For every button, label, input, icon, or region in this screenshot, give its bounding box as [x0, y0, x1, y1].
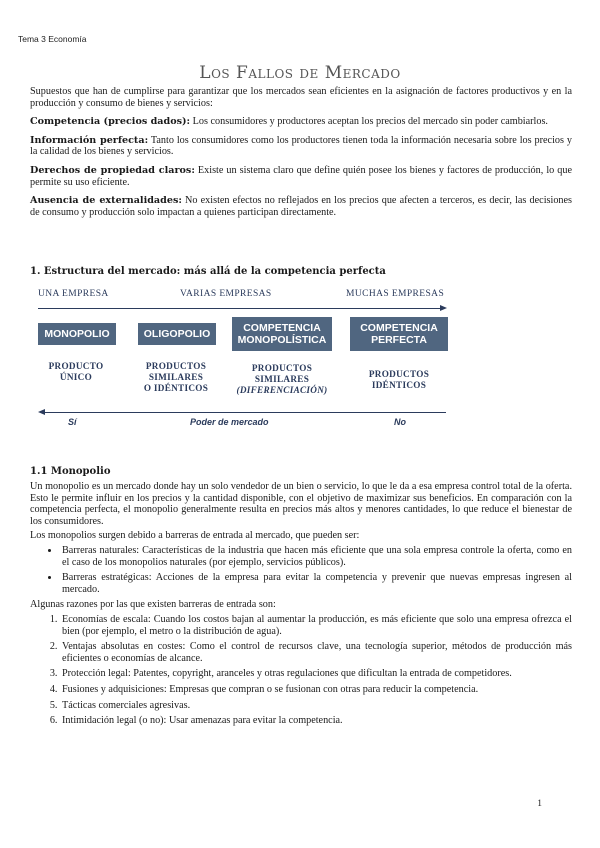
assumption-text: No existen efectos no reflejados en los precios que afecten a terceros, es decir, las decisiones de consumo y producción solo impactan a quienes participan directamente.: [30, 195, 572, 218]
list-item: • Barreras naturales: Características de la industria que hacen más eficiente que una sola empresa controle la oferta, como en el caso de los monopolios naturales (por ejemplo, servicios públicos).: [60, 545, 572, 568]
market-structure-diagram: [30, 285, 570, 435]
page-title: Los Fallos de Mercado: [199, 63, 401, 84]
desc-line: O IDÉNTICOS: [143, 383, 209, 393]
market-power-no: No: [394, 417, 406, 427]
assumption-term: Derechos de propiedad claros:: [30, 164, 195, 176]
list-item: 5. Tácticas comerciales agresivas.: [60, 700, 572, 712]
desc-line: ÚNICO: [59, 372, 93, 382]
firms-arrow-line: [38, 308, 442, 309]
box-label-line2: PERFECTA: [371, 334, 427, 346]
barriers-intro: Los monopolios surgen debido a barreras de entrada al mercado, que pueden ser:: [30, 530, 360, 542]
box-competencia-perfecta: [350, 317, 448, 351]
box-label: MONOPOLIO: [44, 328, 110, 340]
barriers-list: [30, 545, 572, 595]
desc-competencia-monopolistica: [226, 363, 338, 396]
desc-line: IDÉNTICOS: [371, 380, 427, 390]
box-label-line2: MONOPOLÍSTICA: [237, 334, 327, 346]
assumption-text: Existe un sistema claro que define quién posee los bienes y factores de producción, lo que permite su uso eficiente.: [30, 164, 572, 188]
assumption-term: Ausencia de externalidades:: [30, 195, 182, 207]
market-power-yes: Sí: [68, 417, 77, 427]
assumption-term: Competencia (precios dados):: [30, 116, 191, 128]
list-item: 2. Ventajas absolutas en costes: Como el control de recursos clave, una tecnología superior, métodos de producción más eficientes o economías de alcance.: [60, 641, 572, 664]
market-power-arrow-line: [44, 412, 446, 413]
market-power-label: Poder de mercado: [190, 417, 269, 427]
desc-line: PRODUCTOS: [368, 369, 430, 379]
box-oligopolio: [138, 323, 216, 345]
reasons-list: [30, 614, 572, 727]
box-label-line1: COMPETENCIA: [243, 322, 321, 334]
assumption-text: Los consumidores y productores aceptan los precios del mercado sin poder cambiarlos.: [190, 116, 548, 128]
desc-line: PRODUCTOS: [251, 363, 313, 373]
assumption-externalities: [30, 195, 572, 218]
arrow-right-icon: [440, 305, 447, 311]
section-heading-market-structure: 1. Estructura del mercado: más allá de la competencia perfecta: [30, 266, 386, 277]
desc-line: SIMILARES: [148, 372, 204, 382]
desc-monopolio: [30, 361, 122, 383]
top-label-one-firm: UNA EMPRESA: [38, 289, 109, 299]
section-heading-monopolio: 1.1 Monopolio: [30, 466, 111, 477]
box-monopolio: [38, 323, 116, 345]
desc-line: PRODUCTO: [48, 361, 104, 371]
list-item: 1. Economías de escala: Cuando los costos bajan al aumentar la producción, es más eficiente que solo una empresa ofrezca el bien (por ejemplo, el metro o la distribución de agua).: [60, 614, 572, 637]
assumption-information: [30, 135, 572, 158]
list-item: 4. Fusiones y adquisiciones: Empresas que compran o se fusionan con otras para reducir la competencia.: [60, 684, 572, 696]
top-label-several-firms: VARIAS EMPRESAS: [180, 289, 272, 299]
assumption-competition: [30, 116, 572, 128]
desc-line: SIMILARES: [254, 374, 310, 384]
list-item: 3. Protección legal: Patentes, copyright, aranceles y otras regulaciones que dificultan la entrada de competidores.: [60, 668, 572, 680]
box-label-line1: COMPETENCIA: [360, 322, 438, 334]
page-header: Tema 3 Economía: [18, 34, 87, 44]
assumption-text: Tanto los consumidores como los productores tienen toda la información necesaria sobre los precios y la calidad de los bienes y servicios.: [30, 134, 572, 158]
intro-paragraph: Supuestos que han de cumplirse para garantizar que los mercados sean eficientes en la asignación de factores productivos y en la producción y consumo de bienes y servicios:: [30, 86, 572, 109]
list-item: 6. Intimidación legal (o no): Usar amenazas para evitar la competencia.: [60, 715, 572, 727]
page-number: 1: [537, 799, 542, 809]
intro-section: [30, 86, 572, 225]
desc-oligopolio: [130, 361, 222, 394]
monopolio-section: [30, 481, 572, 731]
reasons-intro: Algunas razones por las que existen barreras de entrada son:: [30, 599, 276, 611]
top-label-many-firms: MUCHAS EMPRESAS: [346, 289, 445, 299]
monopolio-definition: Un monopolio es un mercado donde hay un solo vendedor de un bien o servicio, lo que le da a esa empresa control total de la oferta. Esto le permite influir en los precios y la cantidad disponible, con el objetivo de maximizar sus beneficios. En comparación con la competencia perfecta, el monopolio generalmente resulta en precios más altos y menores cantidades, lo que reduce el bienestar de los consumidores.: [30, 481, 572, 527]
assumption-term: Información perfecta:: [30, 134, 149, 146]
assumption-property: [30, 165, 572, 188]
desc-line-italic: (DIFERENCIACIÓN): [236, 385, 328, 395]
box-label: OLIGOPOLIO: [143, 328, 211, 340]
desc-competencia-perfecta: [352, 369, 446, 391]
box-competencia-monopolistica: [232, 317, 332, 351]
desc-line: PRODUCTOS: [145, 361, 207, 371]
list-item: • Barreras estratégicas: Acciones de la empresa para evitar la competencia y prevenir que nuevas empresas ingresen al mercado.: [60, 572, 572, 595]
